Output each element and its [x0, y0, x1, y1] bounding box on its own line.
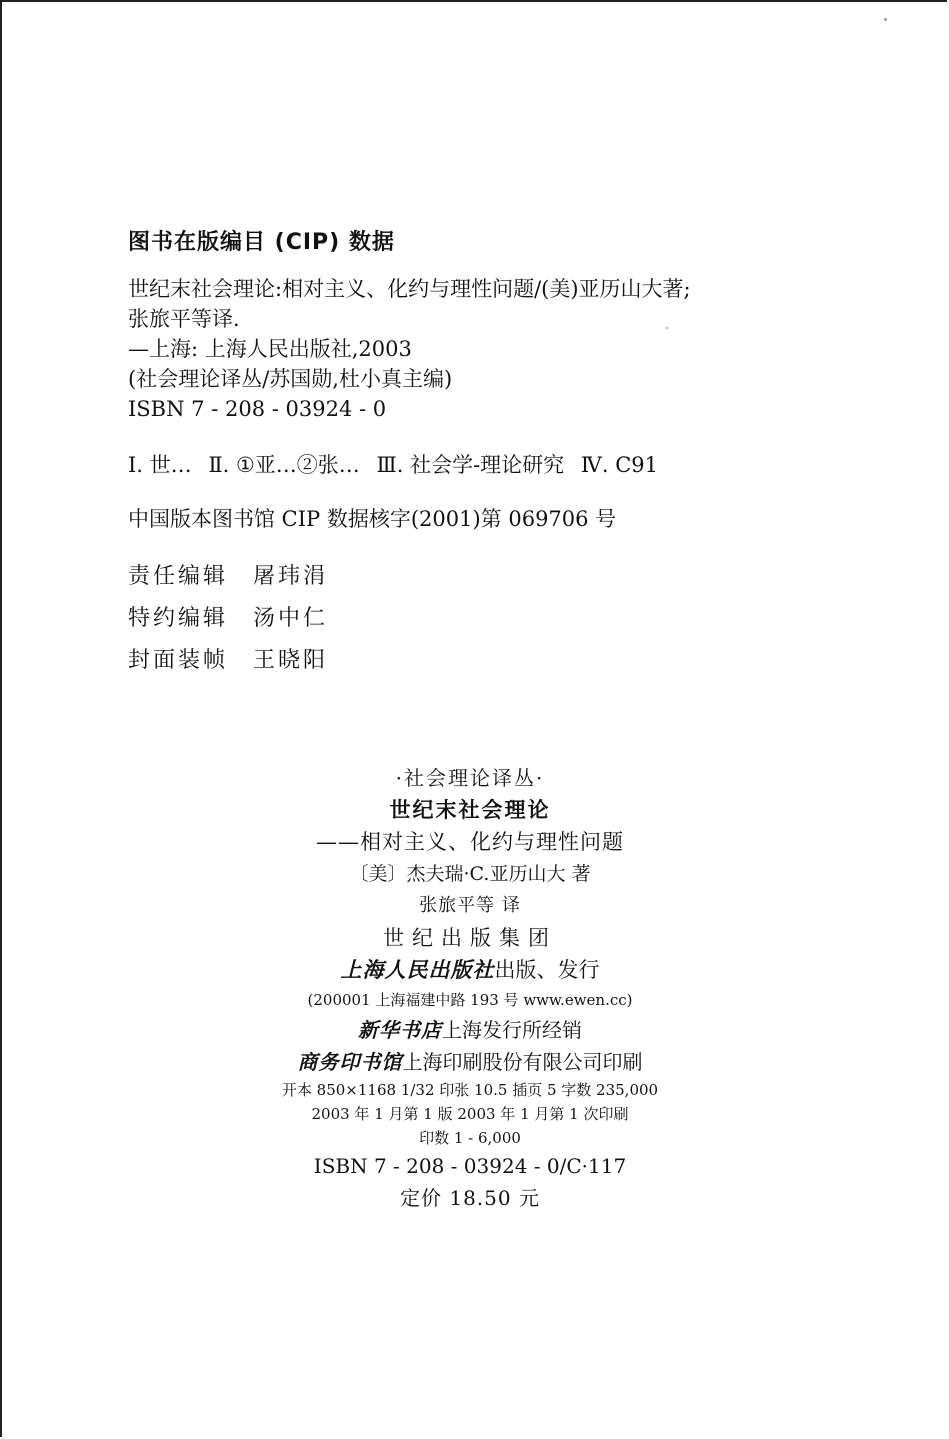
- publisher-line: [200, 954, 740, 986]
- cip-classification: [128, 450, 808, 480]
- scan-speck: [884, 18, 887, 21]
- cip-data-block: [128, 228, 808, 682]
- cip-isbn-line: ISBN 7 - 208 - 03924 - 0: [128, 397, 387, 421]
- staff-role: 封面装帧: [128, 648, 229, 673]
- book-author: 〔美〕杰夫瑞·C.亚历山大 著: [349, 863, 591, 885]
- book-translator: 张旅平等 译: [419, 895, 521, 916]
- classification-item: Ⅳ. C91: [580, 453, 658, 477]
- staff-name: 屠玮涓: [253, 564, 329, 589]
- printer-logotype: 商务印书馆: [297, 1050, 403, 1074]
- publisher-logotype: 上海人民出版社: [340, 957, 495, 982]
- colophon-block: [200, 762, 740, 1214]
- edition-info: 2003 年 1 月第 1 版 2003 年 1 月第 1 次印刷: [311, 1105, 629, 1123]
- book-subtitle: ——相对主义、化约与理性问题: [316, 830, 624, 854]
- staff-row: [128, 598, 808, 640]
- cip-line: 世纪末社会理论:相对主义、化约与理性问题/(美)亚历山大著;: [128, 277, 691, 301]
- staff-role: 责任编辑: [128, 564, 229, 589]
- classification-item: Ⅱ. ①亚…②张…: [208, 453, 360, 477]
- classification-item: Ⅰ. 世…: [128, 453, 192, 477]
- staff-row: [128, 556, 808, 598]
- cip-approval-number: 中国版本图书馆 CIP 数据核字(2001)第 069706 号: [128, 507, 617, 531]
- cip-line: 张旅平等译.: [128, 307, 240, 331]
- classification-item: Ⅲ. 社会学-理论研究: [376, 453, 565, 477]
- book-price: 定价 18.50 元: [400, 1186, 540, 1210]
- cip-heading: 图书在版编目 (CIP) 数据: [128, 230, 395, 255]
- format-specs: 开本 850×1168 1/32 印张 10.5 插页 5 字数 235,000: [281, 1081, 659, 1099]
- publisher-role: 出版、发行: [494, 958, 600, 982]
- cip-line: —上海: 上海人民出版社,2003: [128, 337, 412, 361]
- series-name: ·社会理论译丛·: [395, 766, 545, 790]
- staff-role: 特约编辑: [128, 606, 229, 631]
- publisher-address: (200001 上海福建中路 193 号 www.ewen.cc): [307, 991, 633, 1009]
- staff-credits: [128, 556, 808, 682]
- book-title: 世纪末社会理论: [389, 798, 551, 822]
- distributor-logotype: 新华书店: [358, 1018, 442, 1042]
- printer-line: [200, 1046, 740, 1078]
- staff-row: [128, 640, 808, 682]
- cip-line: (社会理论译丛/苏国勋,杜小真主编): [128, 367, 453, 391]
- publishing-group: 世纪出版集团: [383, 926, 557, 950]
- distributor-role: 上海发行所经销: [442, 1018, 582, 1042]
- colophon-isbn: ISBN 7 - 208 - 03924 - 0/C·117: [313, 1154, 627, 1178]
- printer-role: 上海印刷股份有限公司印刷: [402, 1050, 643, 1074]
- staff-name: 汤中仁: [253, 606, 329, 631]
- print-run: 印数 1 - 6,000: [419, 1129, 521, 1147]
- staff-name: 王晓阳: [253, 648, 329, 673]
- distributor-line: [200, 1014, 740, 1046]
